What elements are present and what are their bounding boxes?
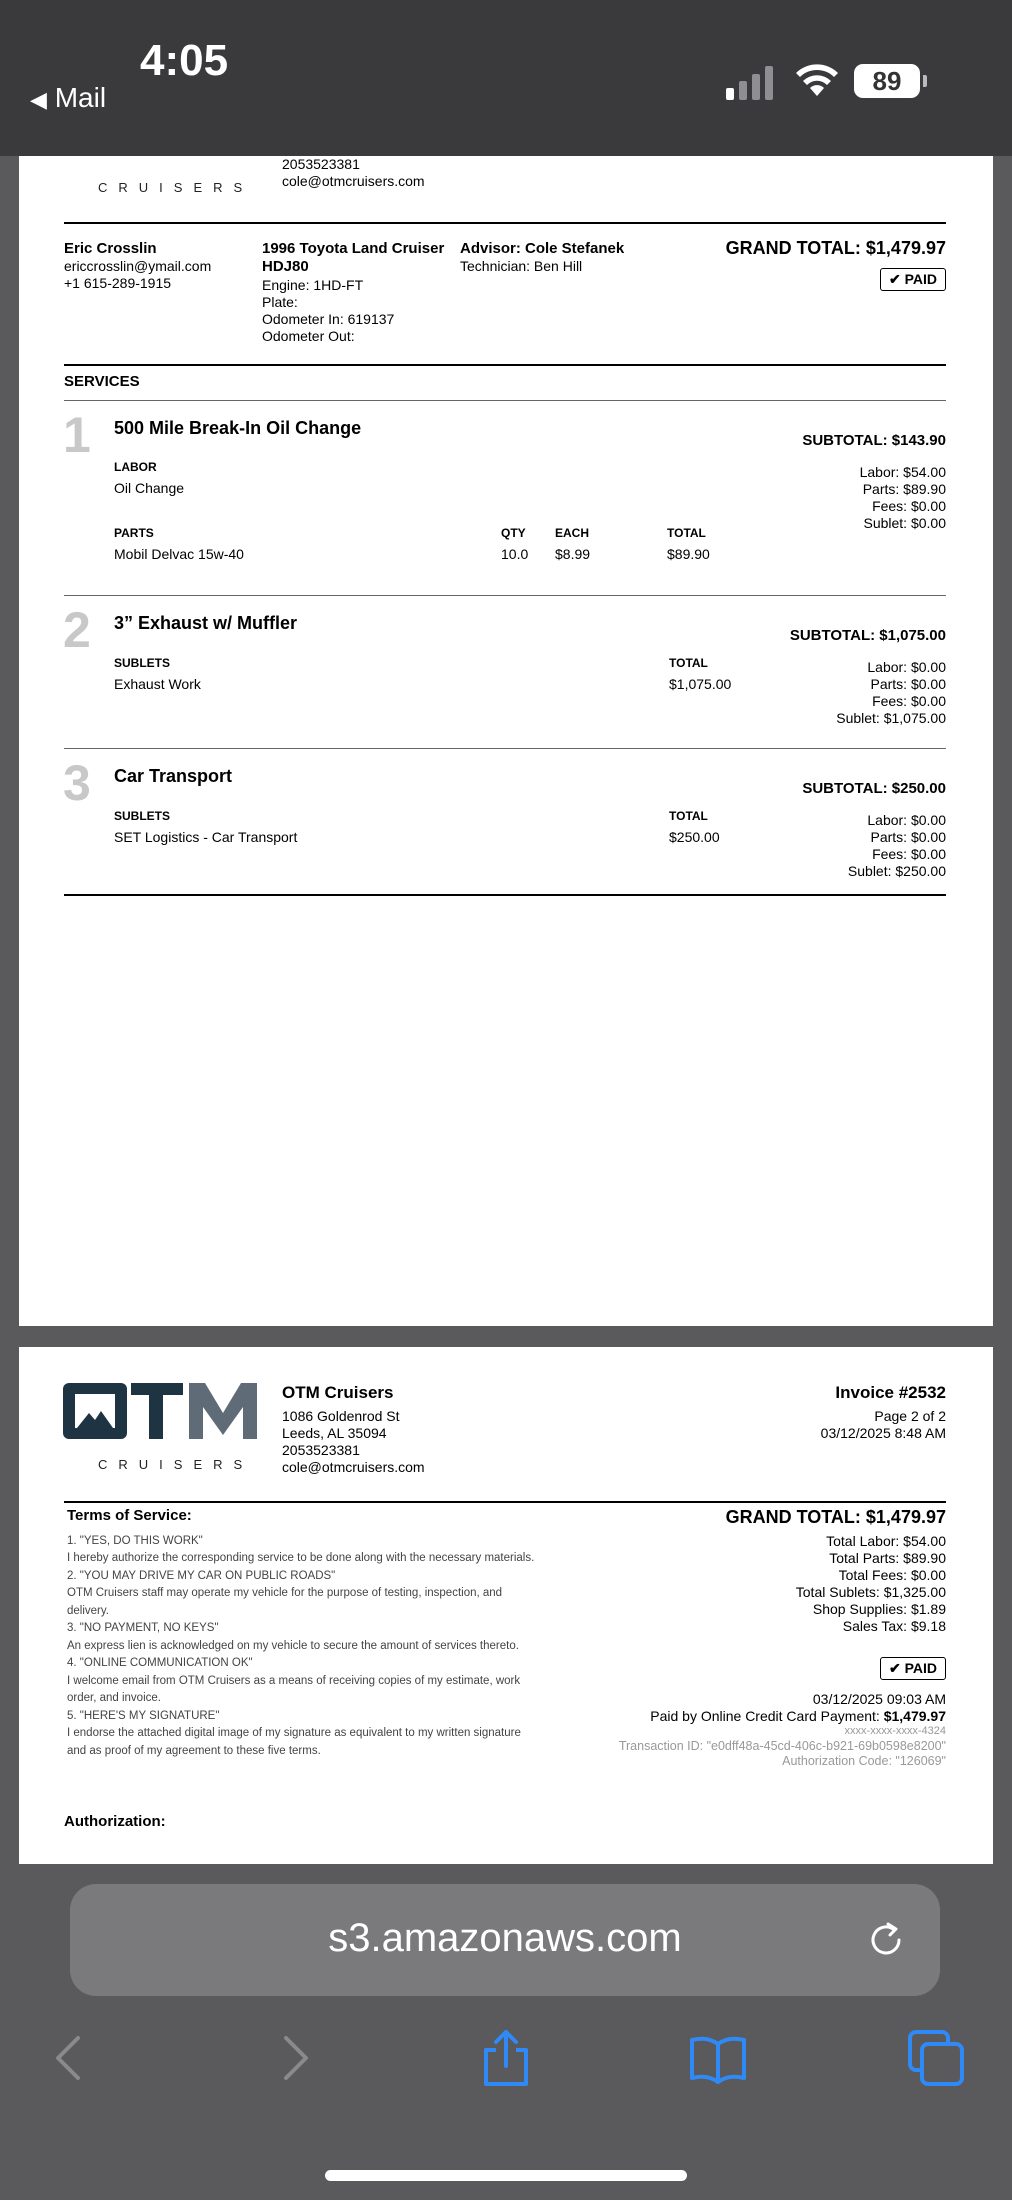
staff-info <box>460 240 624 275</box>
divider <box>64 748 946 749</box>
sublet-amount: Sublet: $250.00 <box>847 863 946 880</box>
paid-badge <box>880 1657 946 1680</box>
home-indicator[interactable] <box>325 2170 687 2181</box>
browser-toolbar <box>0 1864 1012 2200</box>
odometer-in: Odometer In: 619137 <box>262 310 395 327</box>
parts-amount: Parts: $89.90 <box>862 481 946 498</box>
checkmark-icon: ✔ <box>888 1660 901 1676</box>
terms-line: I endorse the attached digital image of my signature as equivalent to my written signature <box>67 1727 521 1740</box>
card-number: xxxx-xxxx-xxxx-4324 <box>844 1725 946 1738</box>
terms-line: An express lien is acknowledged on my vehicle to secure the amount of services thereto. <box>67 1639 519 1652</box>
sublet-amount: Sublet: $0.00 <box>863 515 946 532</box>
tabs-icon[interactable] <box>908 2030 964 2086</box>
service-title: 3” Exhaust w/ Muffler <box>114 613 298 633</box>
service-breakdown <box>860 464 946 532</box>
service-subtotal: SUBTOTAL: $143.90 <box>802 432 946 449</box>
sublets-label: SUBLETS <box>114 809 171 823</box>
customer-info <box>64 240 211 292</box>
back-to-mail-link[interactable] <box>30 82 106 114</box>
terms-line: and as proof of my agreement to these five terms. <box>67 1744 321 1757</box>
battery-indicator: 89 <box>854 64 920 98</box>
customer-email: ericcrosslin@ymail.com <box>64 258 212 275</box>
otm-logo-icon <box>63 1383 263 1439</box>
terms-line: I hereby authorize the corresponding service to be done along with the necessary materials. <box>67 1552 535 1565</box>
invoice-page-2 <box>19 1347 993 1864</box>
shop-supplies: Shop Supplies: $1.89 <box>812 1601 946 1618</box>
sales-tax: Sales Tax: $9.18 <box>842 1618 946 1635</box>
status-bar <box>0 0 1012 156</box>
payment-line <box>619 1708 946 1725</box>
service-number: 2 <box>63 602 91 658</box>
technician: Technician: Ben Hill <box>460 258 583 275</box>
parts-label: PARTS <box>114 526 154 540</box>
company-name: OTM Cruisers <box>282 1383 394 1402</box>
payment-amount: $1,479.97 <box>883 1708 946 1725</box>
labor-amount: Labor: $54.00 <box>859 464 946 480</box>
invoice-meta <box>821 1383 946 1442</box>
vehicle-engine: Engine: 1HD-FT <box>262 276 364 293</box>
divider <box>64 1501 946 1503</box>
reload-icon[interactable] <box>866 1920 906 1960</box>
customer-phone: +1 615-289-1915 <box>64 275 172 292</box>
sublet-total: $250.00 <box>669 829 720 845</box>
payment-info <box>619 1691 946 1769</box>
terms-line: delivery. <box>67 1604 109 1617</box>
totals-summary <box>796 1533 946 1635</box>
back-icon[interactable] <box>44 2030 100 2086</box>
services-heading: SERVICES <box>64 373 140 390</box>
divider <box>64 595 946 596</box>
paid-badge <box>880 268 946 291</box>
parts-amount: Parts: $0.00 <box>870 829 946 846</box>
payment-method: Paid by Online Credit Card Payment: <box>650 1708 880 1725</box>
company-phone: 2053523381 <box>282 1441 360 1458</box>
invoice-date: 03/12/2025 8:48 AM <box>820 1424 946 1441</box>
terms-line: 5. "HERE'S MY SIGNATURE" <box>67 1709 220 1722</box>
total-label: TOTAL <box>667 526 706 540</box>
labor-amount: Labor: $0.00 <box>867 812 946 828</box>
service-subtotal: SUBTOTAL: $1,075.00 <box>789 627 946 644</box>
company-address-line2: Leeds, AL 35094 <box>282 1424 387 1441</box>
grand-total: GRAND TOTAL: $1,479.97 <box>725 1507 946 1527</box>
company-email: cole@otmcruisers.com <box>282 1458 425 1475</box>
transaction-id: Transaction ID: "e0dff48a-45cd-406c-b921-69b0598e8200" <box>618 1738 946 1753</box>
service-title: 500 Mile Break-In Oil Change <box>114 418 362 438</box>
invoice-number: Invoice #2532 <box>835 1383 946 1402</box>
part-name: Mobil Delvac 15w-40 <box>114 546 244 562</box>
total-sublets: Total Sublets: $1,325.00 <box>795 1584 946 1601</box>
terms-of-service <box>67 1533 597 1760</box>
cellular-signal-icon <box>726 66 774 100</box>
sublet-item: SET Logistics - Car Transport <box>114 829 298 845</box>
authorization-label: Authorization: <box>64 1813 166 1830</box>
terms-line: order, and invoice. <box>67 1692 161 1705</box>
paid-label: PAID <box>904 271 937 287</box>
fees-amount: Fees: $0.00 <box>872 498 946 515</box>
company-email: cole@otmcruisers.com <box>282 173 425 190</box>
terms-line: 3. "NO PAYMENT, NO KEYS" <box>67 1622 219 1635</box>
total-label: TOTAL <box>669 656 708 670</box>
total-label: TOTAL <box>669 809 708 823</box>
terms-line: 2. "YOU MAY DRIVE MY CAR ON PUBLIC ROADS" <box>67 1569 336 1582</box>
service-breakdown <box>836 659 946 727</box>
url-text: s3.amazonaws.com <box>328 1916 682 1960</box>
terms-line: OTM Cruisers staff may operate my vehicle for the purpose of testing, inspection, and <box>67 1587 503 1600</box>
company-address-line1: 1086 Goldenrod St <box>282 1407 400 1424</box>
divider <box>64 364 946 366</box>
terms-line: 1. "YES, DO THIS WORK" <box>67 1535 203 1547</box>
part-each: $8.99 <box>555 546 591 562</box>
parts-amount: Parts: $0.00 <box>870 676 946 693</box>
company-contact <box>282 156 425 190</box>
logo-cruisers-text: CRUISERS <box>98 180 254 195</box>
terms-title: Terms of Service: <box>67 1507 192 1524</box>
invoice-page: Page 2 of 2 <box>874 1407 946 1424</box>
service-breakdown <box>848 812 946 880</box>
vehicle-plate: Plate: <box>262 293 298 310</box>
total-fees: Total Fees: $0.00 <box>838 1567 946 1584</box>
sublets-label: SUBLETS <box>114 656 171 670</box>
part-total: $89.90 <box>667 546 710 562</box>
grand-total: GRAND TOTAL: $1,479.97 <box>725 238 946 258</box>
vehicle-title: 1996 Toyota Land Cruiser HDJ80 <box>262 240 445 276</box>
forward-icon[interactable] <box>264 2030 320 2086</box>
share-icon[interactable] <box>478 2030 534 2086</box>
fees-amount: Fees: $0.00 <box>872 846 946 863</box>
logo-cruisers-text: CRUISERS <box>98 1457 254 1472</box>
back-triangle-icon: ◀ <box>30 87 47 112</box>
service-number: 1 <box>63 407 91 463</box>
qty-label: QTY <box>501 526 526 540</box>
payment-date: 03/12/2025 09:03 AM <box>812 1691 946 1707</box>
invoice-page-1 <box>19 156 993 1326</box>
labor-amount: Labor: $0.00 <box>867 659 946 675</box>
address-bar[interactable] <box>70 1884 940 1996</box>
sublet-amount: Sublet: $1,075.00 <box>836 710 946 727</box>
company-phone: 2053523381 <box>282 156 360 172</box>
checkmark-icon: ✔ <box>888 271 901 287</box>
service-number: 3 <box>63 755 91 811</box>
company-info <box>282 1383 425 1476</box>
labor-label: LABOR <box>114 460 157 474</box>
back-app-label: Mail <box>54 82 107 113</box>
fees-amount: Fees: $0.00 <box>872 693 946 710</box>
divider <box>64 222 946 224</box>
each-label: EACH <box>555 526 590 540</box>
sublet-item: Exhaust Work <box>114 676 201 692</box>
divider <box>64 400 946 401</box>
labor-item: Oil Change <box>114 480 185 496</box>
total-labor: Total Labor: $54.00 <box>826 1533 946 1549</box>
vehicle-info <box>262 240 462 345</box>
total-parts: Total Parts: $89.90 <box>829 1550 946 1567</box>
service-title: Car Transport <box>114 766 233 786</box>
service-subtotal: SUBTOTAL: $250.00 <box>802 780 946 797</box>
terms-line: 4. "ONLINE COMMUNICATION OK" <box>67 1657 253 1670</box>
divider <box>64 894 946 896</box>
bookmarks-icon[interactable] <box>690 2030 746 2086</box>
odometer-out: Odometer Out: <box>262 327 355 344</box>
paid-label: PAID <box>904 1660 937 1676</box>
sublet-total: $1,075.00 <box>669 676 732 692</box>
part-qty: 10.0 <box>501 546 529 562</box>
terms-line: I welcome email from OTM Cruisers as a means of receiving copies of my estimate, work <box>67 1674 521 1687</box>
wifi-icon <box>794 62 840 98</box>
advisor: Advisor: Cole Stefanek <box>460 240 625 257</box>
customer-name: Eric Crosslin <box>64 240 157 257</box>
authorization-code: Authorization Code: "126069" <box>782 1753 946 1768</box>
clock: 4:05 <box>140 36 229 85</box>
